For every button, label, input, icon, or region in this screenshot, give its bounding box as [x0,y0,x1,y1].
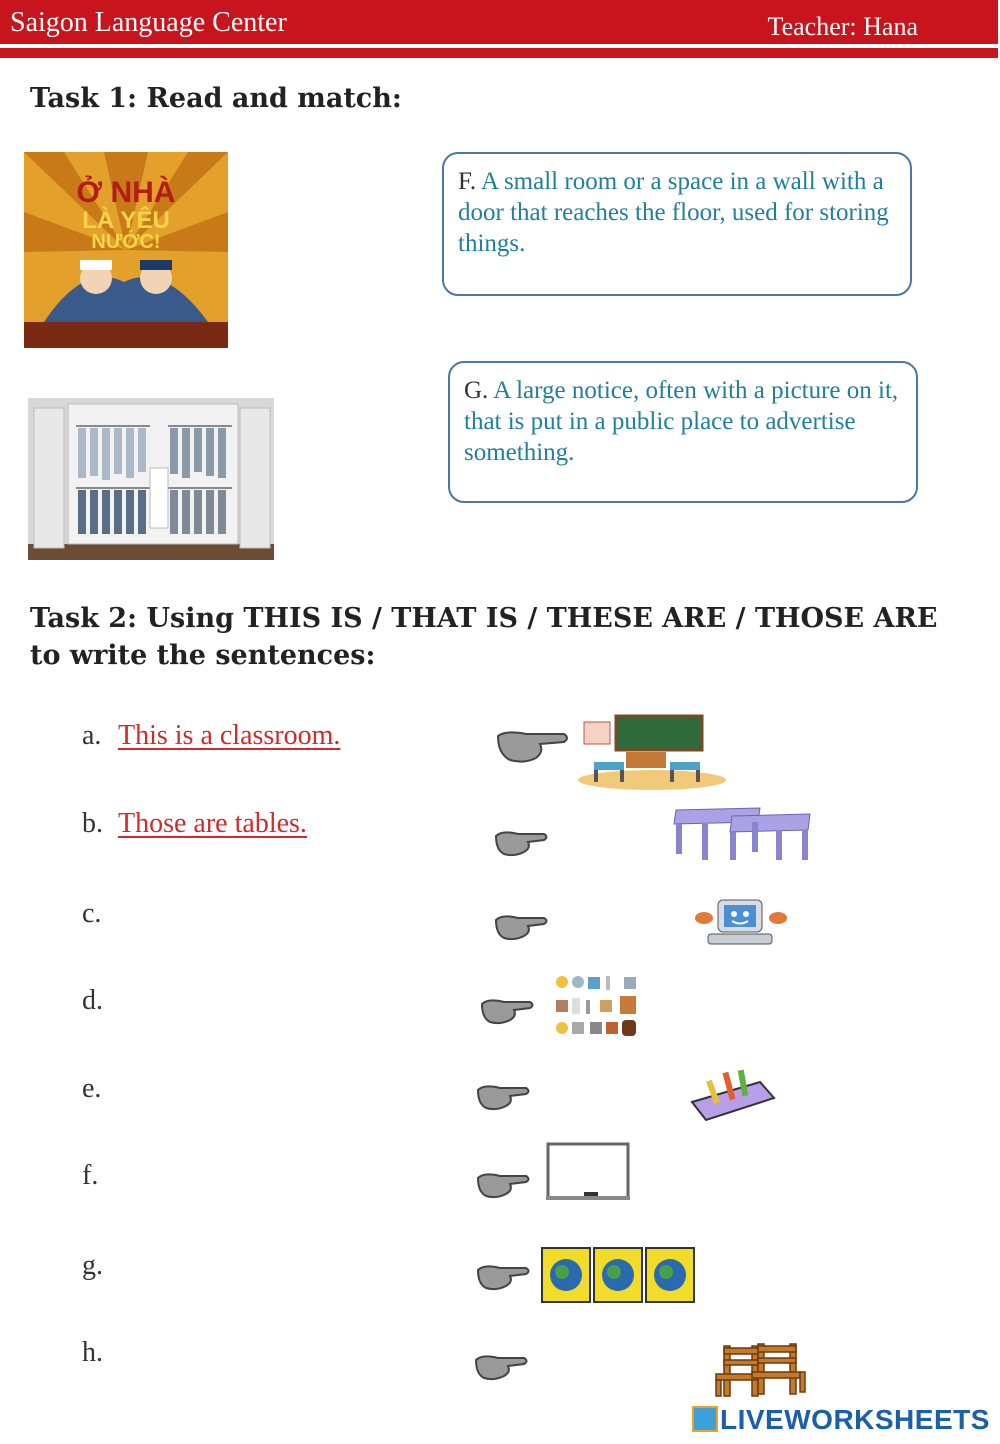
whiteboard-icon [544,1142,632,1202]
closet-image [28,398,274,560]
teacher-name: Teacher: Hana [767,12,918,41]
pointing-hand-icon [494,826,550,860]
pointing-hand-icon [476,1260,532,1294]
item-letter-e: e. [82,1073,102,1104]
definition-text-g: A large notice, often with a picture on it, that is put in a public place to advertise something. [464,377,899,466]
item-letter-d: d. [82,985,103,1016]
classroom-icon [572,714,728,792]
pointing-hand-icon [494,910,550,944]
answer-a[interactable]: This is a classroom. [118,720,341,751]
pointing-hand-icon [496,724,570,766]
header-bar [0,0,998,44]
poster-line3: NƯỚC! [91,231,161,253]
definition-text-f: A small room or a space in a wall with a door that reaches the floor, used for storing things. [458,168,889,257]
task1-title: Task 1: Read and match: [30,83,402,114]
header-divider [0,48,998,58]
definition-letter-f: F. [458,168,477,195]
item-letter-f: f. [82,1160,99,1191]
tables-icon [672,806,814,864]
item-letter-h: h. [82,1337,103,1368]
poster-line2: LÀ YÊU [82,207,170,234]
item-letter-b: b. [82,808,103,839]
pointing-hand-icon [476,1080,532,1114]
liveworksheets-logo-icon [692,1406,718,1432]
objects-grid-icon [554,974,642,1040]
task2-title [30,600,938,674]
item-letter-a: a. [82,720,102,751]
definition-box-f [442,152,912,296]
chairs-icon [712,1340,808,1398]
task2-title-line2: to write the sentences: [30,640,376,671]
task2-title-line1: Task 2: Using THIS IS / THAT IS / THESE ARE / THOSE ARE [30,603,938,634]
poster-line1: Ở NHÀ [76,176,176,209]
answer-b[interactable]: Those are tables. [118,808,307,839]
pencil-case-icon [690,1064,776,1124]
pointing-hand-icon [474,1350,530,1384]
liveworksheets-logo-text: LIVEWORKSHEETS [720,1404,990,1435]
school-name: Saigon Language Center [10,7,287,38]
item-letter-c: c. [82,898,102,929]
pointing-hand-icon [480,994,536,1028]
definition-box-g [448,361,918,503]
poster-image [24,152,228,348]
liveworksheets-logo [692,1404,990,1436]
computer-icon [694,896,788,950]
pointing-hand-icon [476,1168,532,1202]
posters-icon [540,1246,696,1304]
definition-letter-g: G. [464,377,489,404]
item-letter-g: g. [82,1250,103,1281]
